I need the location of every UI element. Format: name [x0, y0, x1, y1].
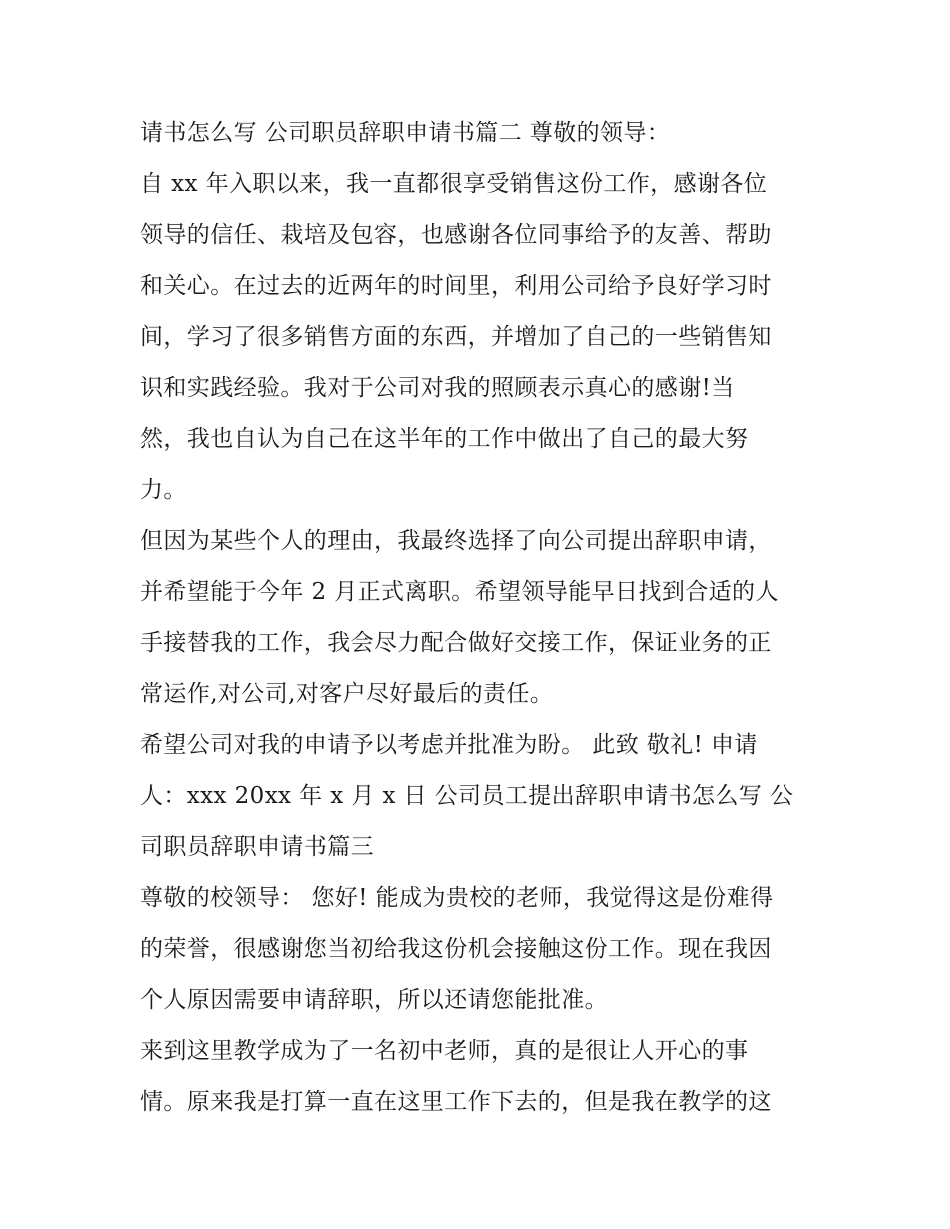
- text-line: 但因为某些个人的理由，我最终选择了向公司提出辞职申请，: [140, 528, 772, 554]
- letter-body: [140, 108, 820, 1128]
- text-line: 和关心。在过去的近两年的时间里，利用公司给予良好学习时: [140, 273, 772, 299]
- text-line: 司职员辞职申请书篇三: [140, 834, 374, 860]
- text-line: 个人原因需要申请辞职，所以还请您能批准。: [140, 987, 608, 1013]
- text-line: 自 xx 年入职以来，我一直都很享受销售这份工作，感谢各位: [140, 171, 768, 197]
- text-line: 力。: [140, 477, 187, 503]
- text-line: 常运作,对公司,对客户尽好最后的责任。: [140, 681, 554, 707]
- text-line: 领导的信任、栽培及包容，也感谢各位同事给予的友善、帮助: [140, 222, 772, 248]
- text-line: 人：xxx 20xx 年 x 月 x 日 公司员工提出辞职申请书怎么写 公: [140, 783, 794, 809]
- text-line: 来到这里教学成为了一名初中老师，真的是很让人开心的事: [140, 1038, 749, 1064]
- text-line: 希望公司对我的申请予以考虑并批准为盼。 此致 敬礼! 申请: [140, 732, 758, 758]
- text-line: 然，我也自认为自己在这半年的工作中做出了自己的最大努: [140, 426, 749, 452]
- text-line: 的荣誉，很感谢您当初给我这份机会接触这份工作。现在我因: [140, 936, 772, 962]
- text-line: 间，学习了很多销售方面的东西，并增加了自己的一些销售知: [140, 324, 772, 350]
- text-line: 请书怎么写 公司职员辞职申请书篇二 尊敬的领导：: [140, 120, 671, 146]
- text-line: 并希望能于今年 2 月正式离职。希望领导能早日找到合适的人: [140, 579, 779, 605]
- text-line: 手接替我的工作，我会尽力配合做好交接工作，保证业务的正: [140, 630, 772, 656]
- text-line: 尊敬的校领导： 您好! 能成为贵校的老师，我觉得这是份难得: [140, 885, 774, 911]
- text-line: 识和实践经验。我对于公司对我的照顾表示真心的感谢!当: [140, 375, 735, 401]
- text-line: 情。原来我是打算一直在这里工作下去的，但是我在教学的这: [140, 1089, 772, 1115]
